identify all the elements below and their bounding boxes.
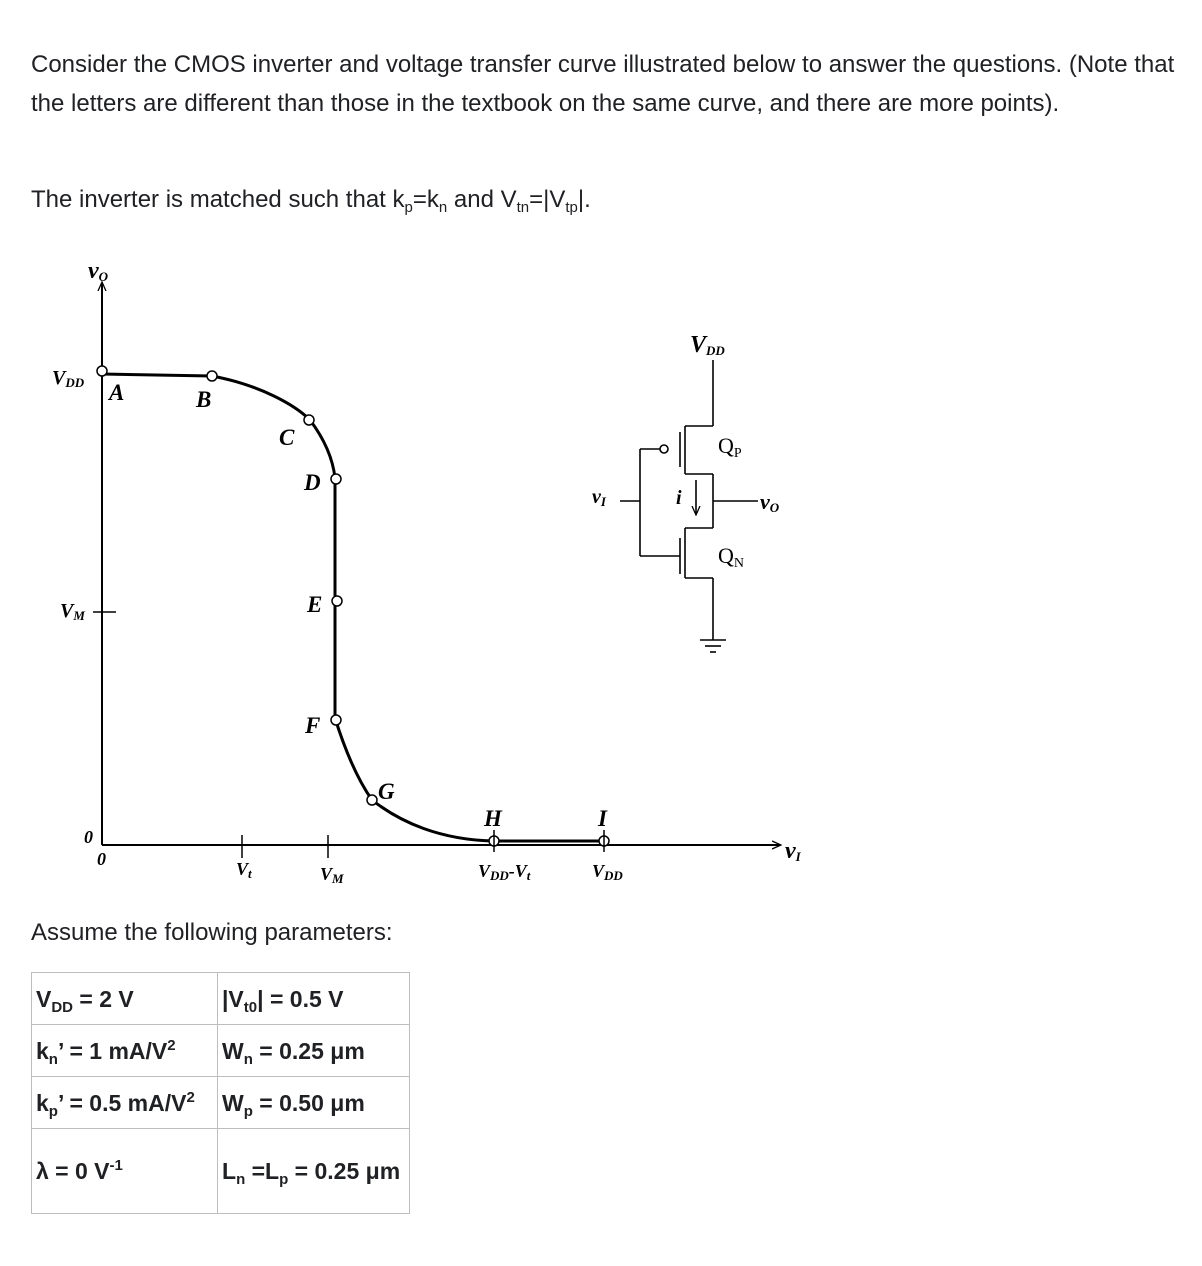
output-label: vO (760, 489, 780, 515)
param-vdd: $V_{DD} = 2$ V (32, 973, 218, 1025)
y-tick-vm: VM (60, 600, 85, 623)
y-tick-zero: 0 (84, 827, 93, 847)
point-a-marker (97, 366, 107, 376)
point-e-marker (332, 596, 342, 606)
point-c-marker (304, 415, 314, 425)
vdd-supply-label: VDD (690, 332, 725, 358)
point-e-label: E (307, 592, 323, 617)
point-d-marker (331, 474, 341, 484)
point-f-marker (331, 715, 341, 725)
param-wp: $W_p = 0.50$ μm (218, 1077, 410, 1129)
table-row (32, 1129, 410, 1214)
x-tick-vdd-minus-vt: VDD-Vt (478, 861, 531, 883)
point-g-marker (367, 795, 377, 805)
point-g-label: G (378, 779, 395, 804)
point-h-label: H (484, 806, 502, 831)
param-kp: $k_p$’ = 0.5 $mA/V^2$ (32, 1077, 218, 1129)
x-tick-vm: VM (320, 864, 344, 886)
param-lambda: λ = 0 $V^{-1}$ (32, 1129, 218, 1214)
point-i-label: I (598, 806, 607, 831)
point-a-label: A (109, 380, 125, 405)
point-d-label: D (304, 470, 321, 495)
nmos-label: QN (718, 543, 745, 571)
point-f-label: F (305, 713, 321, 738)
current-label: i (676, 487, 682, 509)
param-length: $L_n =L_p = 0.25$ μm (218, 1129, 410, 1214)
cmos-inverter-schematic (620, 360, 758, 652)
table-row (32, 1025, 410, 1077)
x-axis-label: vI (785, 838, 801, 864)
assume-heading: Assume the following parameters: (31, 919, 393, 946)
param-vto: $|V_{t0}| = 0.5$ V (218, 973, 410, 1025)
point-b-label: B (196, 387, 212, 412)
param-wn: $W_n = 0.25$ μm (218, 1025, 410, 1077)
pmos-label: QP (718, 433, 742, 461)
intro-paragraph: Consider the CMOS inverter and voltage transfer curve illustrated below to answer the questions. (Note that the letters are different than those in the textbook on the same curve, and there are more points). (31, 51, 1175, 117)
y-tick-vdd: VDD (52, 367, 85, 390)
parameters-table (31, 972, 410, 1214)
point-b-marker (207, 371, 217, 381)
matching-statement: The inverter is matched such that $k_p=k_n$ and $V_{tn}=|V_{tp}|$. (31, 186, 591, 216)
cmos-figure (0, 240, 1202, 900)
table-row (32, 973, 410, 1025)
y-axis-label: vO (88, 258, 109, 284)
param-kn: $k_n$’ = 1 $mA/V^2$ (32, 1025, 218, 1077)
table-row (32, 1077, 410, 1129)
point-c-label: C (279, 425, 295, 450)
input-label: vI (592, 486, 606, 509)
x-tick-vdd: VDD (592, 861, 623, 883)
transfer-curve (102, 374, 604, 841)
x-tick-vt: Vt (236, 859, 252, 881)
x-tick-zero: 0 (97, 849, 106, 869)
